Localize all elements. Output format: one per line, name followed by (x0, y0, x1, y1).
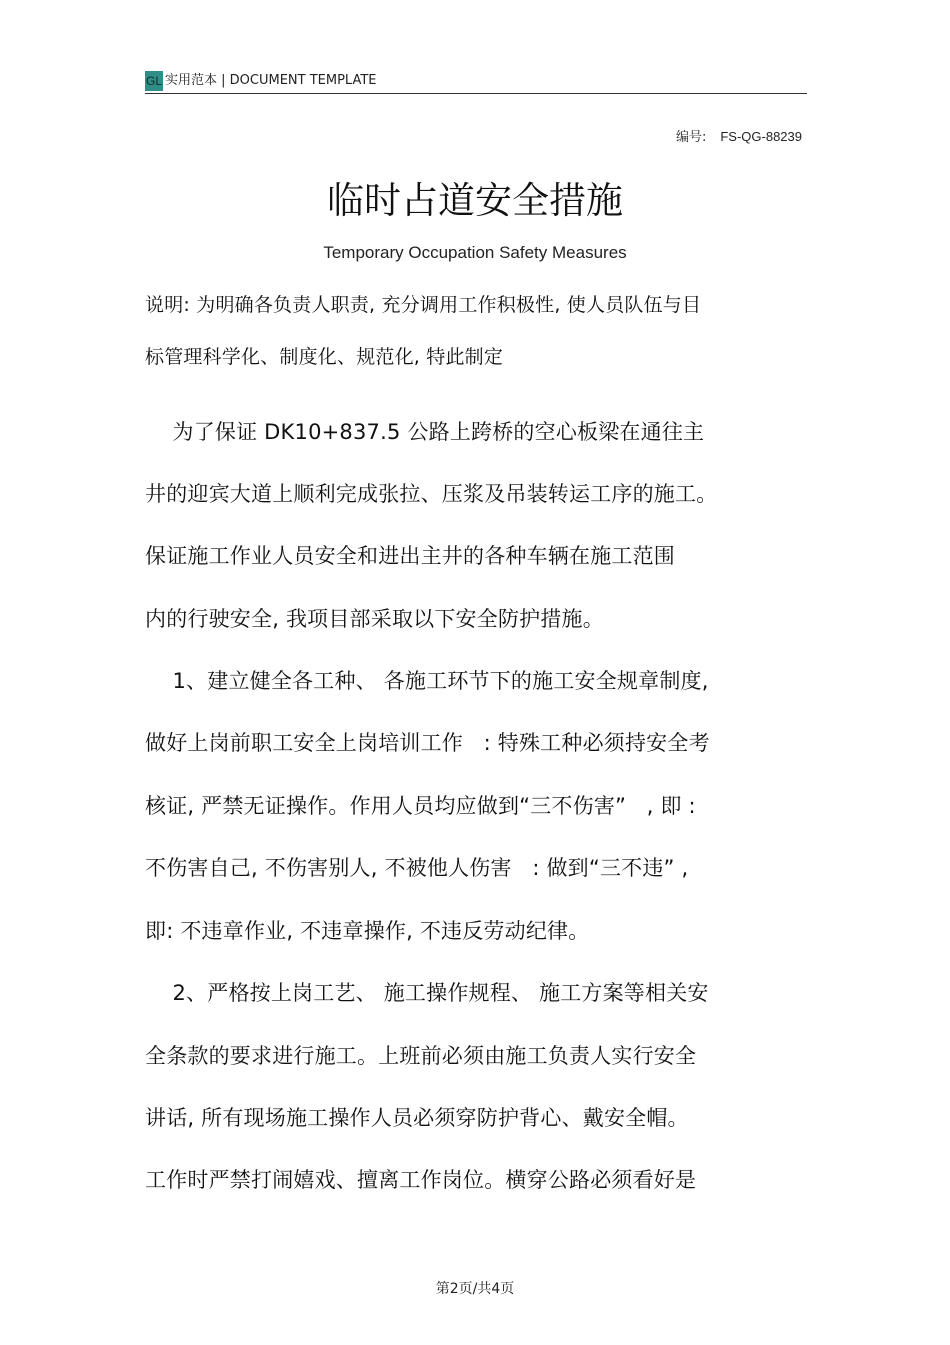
page-footer: 第2页/共4页 (435, 1281, 515, 1297)
description-line: 说明: 为明确各负责人职责, 充分调用工作积极性, 使人员队伍与目 (145, 294, 702, 316)
body-line: 为了保证 DK10+837.5 公路上跨桥的空心板梁在通往主 (145, 420, 705, 444)
body-line: 井的迎宾大道上顺利完成张拉、压浆及吊装转运工序的施工。 (145, 482, 718, 506)
body-line: 内的行驶安全, 我项目部采取以下安全防护措施。 (145, 607, 604, 631)
body-line: 工作时严禁打闹嬉戏、擅离工作岗位。横穿公路必须看好是 (145, 1168, 697, 1192)
body-line: 全条款的要求进行施工。上班前必须由施工负责人实行安全 (145, 1044, 697, 1068)
logo: GL (145, 71, 163, 91)
document-subtitle: Temporary Occupation Safety Measures (323, 243, 627, 262)
description-line: 标管理科学化、制度化、规范化, 特此制定 (145, 346, 504, 368)
document-title: 临时占道安全措施 (327, 179, 623, 222)
body-line: 核证, 严禁无证操作。作用人员均应做到“三不伤害” , 即 : (145, 794, 696, 818)
document-number-label: 编号: (675, 130, 707, 145)
body-line: 做好上岗前职工安全上岗培训工作 : 特殊工种必须持安全考 (145, 731, 710, 755)
body-line: 讲话, 所有现场施工操作人员必须穿防护背心、戴安全帽。 (145, 1106, 689, 1130)
body-line: 即: 不违章作业, 不违章操作, 不违反劳动纪律。 (145, 919, 590, 943)
body-line: 不伤害自己, 不伤害别人, 不被他人伤害 : 做到“三不违” , (145, 856, 689, 880)
document-number (676, 126, 802, 145)
header-text: 实用范本 | DOCUMENT TEMPLATE (165, 73, 377, 88)
body-line: 2、严格按上岗工艺、 施工操作规程、 施工方案等相关安 (145, 981, 709, 1005)
body-line: 保证施工作业人员安全和进出主井的各种车辆在施工范围 (145, 544, 675, 568)
page-header (145, 71, 807, 94)
document-number-value: FS-QG-88239 (720, 129, 802, 144)
body-line: 1、建立健全各工种、 各施工环节下的施工安全规章制度, (145, 669, 709, 693)
